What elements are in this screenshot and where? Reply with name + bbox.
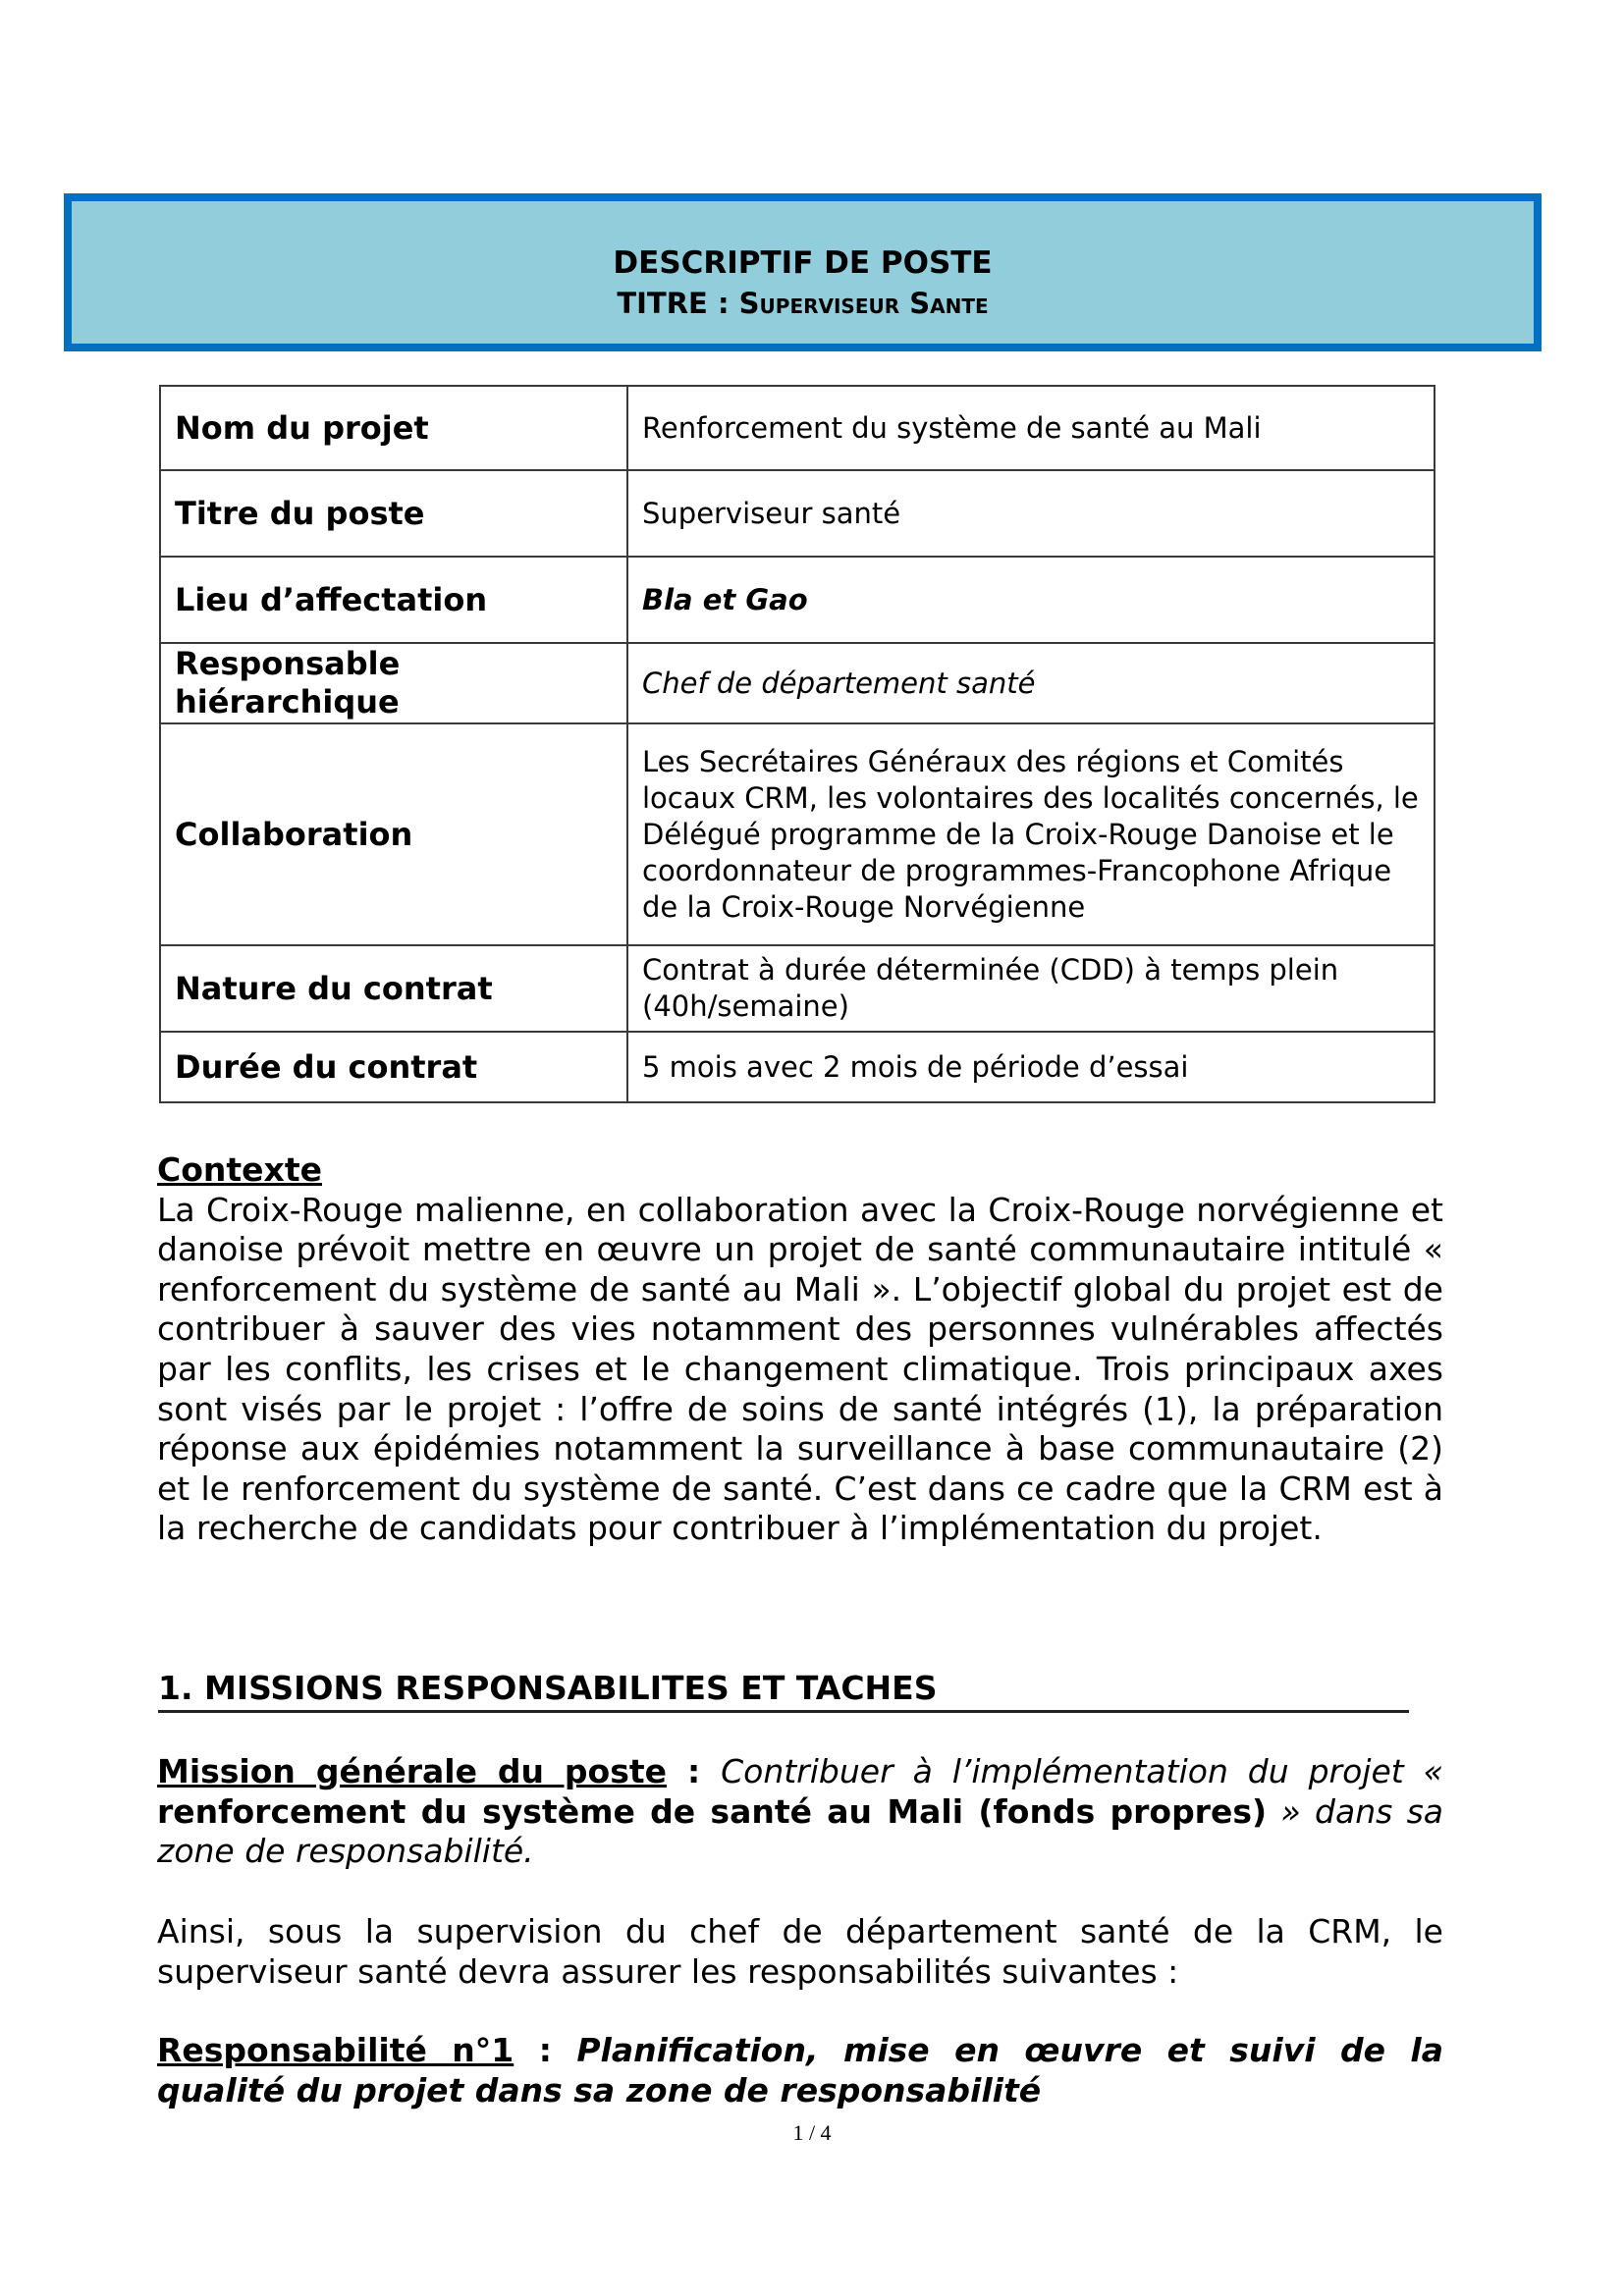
responsabilite-1-text: Planification, mise en œuvre et suivi de la qualité du projet dans sa zone de responsabilité [157, 2031, 1443, 2109]
mission-text-after: » dans sa zone de responsabilité. [157, 1791, 1444, 1871]
table-row [160, 643, 1435, 723]
responsabilite-1-label: Responsabilité n°1 [157, 2031, 514, 2069]
row-value: Les Secrétaires Généraux des régions et Comités locaux CRM, les volontaires des localités concernés, le Délégué programme de la Croix-Rouge Danoise et le coordonnateur de programmes-Francophone Afrique de la Croix-Rouge Norvégienne [627, 723, 1435, 945]
job-title-value: Superviseur Sante [738, 287, 989, 320]
responsabilite-1 [157, 2031, 1443, 2110]
section-heading-missions: 1. MISSIONS RESPONSABILITES ET TACHES [158, 1669, 1409, 1713]
row-value: Chef de département santé [627, 643, 1435, 723]
table-row [160, 1032, 1435, 1102]
row-label: Responsable hiérarchique [160, 643, 627, 723]
contexte-heading: Contexte [157, 1150, 322, 1189]
table-row [160, 470, 1435, 557]
mission-label: Mission générale du poste [157, 1752, 668, 1790]
mission-project-name: renforcement du système de santé au Mali (fonds propres) [157, 1791, 1268, 1831]
mission-text-before: Contribuer à l’implémentation du projet « [721, 1752, 1443, 1790]
row-value: Contrat à durée déterminée (CDD) à temps plein (40h/semaine) [627, 945, 1435, 1032]
row-label: Nom du projet [160, 386, 627, 470]
row-value: Superviseur santé [627, 470, 1435, 557]
table-row [160, 386, 1435, 470]
row-label: Titre du poste [160, 470, 627, 557]
table-row [160, 557, 1435, 643]
job-title-prefix: TITRE : [617, 287, 739, 320]
row-label: Nature du contrat [160, 945, 627, 1032]
responsabilite-1-sep: : [514, 2031, 577, 2069]
mission-generale [157, 1752, 1443, 1872]
job-title [72, 287, 1534, 320]
contexte-paragraph: La Croix-Rouge malienne, en collaboration avec la Croix-Rouge norvégienne et danoise prévoit mettre en œuvre un projet de santé communautaire intitulé « renforcement du système de santé au Mali ». L’objectif global du projet est de contribuer à sauver des vies notamment des personnes vulnérables affectés par les conflits, les crises et le changement climatique. Trois principaux axes sont visés par le projet : l’offre de soins de santé intégrés (1), la préparation réponse aux épidémies notamment la surveillance à base communautaire (2) et le renforcement du système de santé. C’est dans ce cadre que la CRM est à la recherche de candidats pour contribuer à l’implémentation du projet. [157, 1190, 1443, 1548]
table-row [160, 723, 1435, 945]
job-info-table [159, 385, 1435, 1103]
row-value: Renforcement du système de santé au Mali [627, 386, 1435, 470]
row-label: Collaboration [160, 723, 627, 945]
document-title-box [64, 193, 1542, 351]
table-row [160, 945, 1435, 1032]
responsibilities-intro: Ainsi, sous la supervision du chef de département santé de la CRM, le superviseur santé devra assurer les responsabilités suivantes : [157, 1912, 1443, 1991]
row-label: Lieu d’affectation [160, 557, 627, 643]
row-label: Durée du contrat [160, 1032, 627, 1102]
page-number: 1 / 4 [792, 2120, 832, 2145]
document-title: DESCRIPTIF DE POSTE [613, 245, 993, 281]
contexte-section [157, 1150, 1443, 1549]
mission-sep: : [667, 1752, 722, 1790]
row-value: 5 mois avec 2 mois de période d’essai [627, 1032, 1435, 1102]
row-value: Bla et Gao [627, 557, 1435, 643]
